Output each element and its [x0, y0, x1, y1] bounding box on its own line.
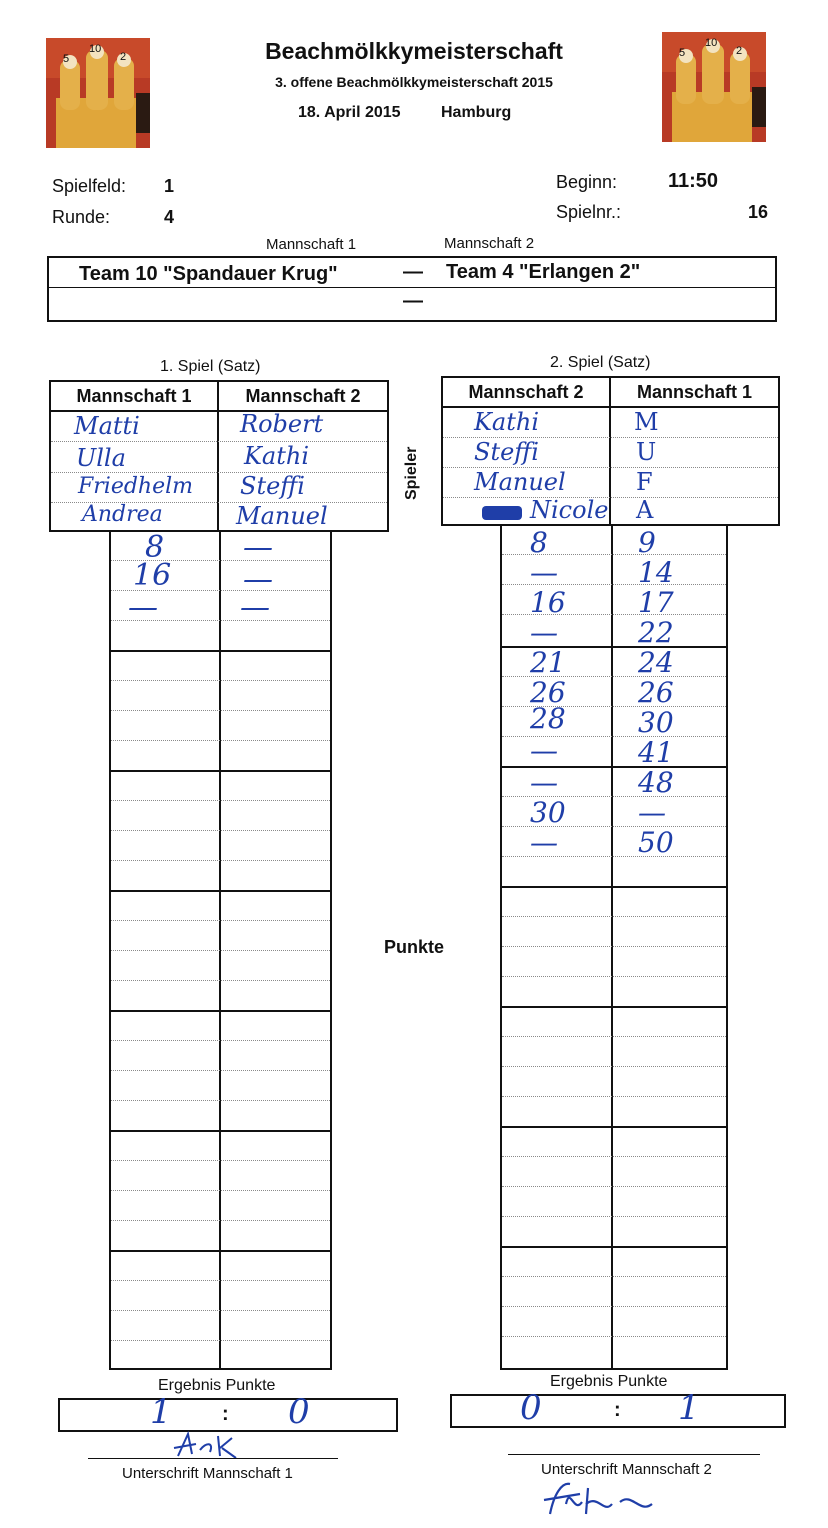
ruled-line [502, 1156, 726, 1157]
game2-point: 30 [638, 706, 674, 739]
logo-pin-label: 10 [89, 43, 102, 55]
logo-pin-label: 10 [705, 37, 718, 49]
game2-point: 41 [638, 736, 674, 769]
ruled-line [111, 980, 330, 981]
ruled-line [111, 680, 330, 681]
ruled-line [111, 1340, 330, 1341]
game1-title: 1. Spiel (Satz) [160, 358, 261, 375]
segment-divider [500, 1246, 728, 1248]
match-separator: — [403, 261, 423, 283]
game1-player: Matti [74, 412, 140, 440]
ruled-line [502, 1066, 726, 1067]
segment-divider [500, 1006, 728, 1008]
game1-result-label: Ergebnis Punkte [158, 1377, 276, 1394]
ruled-line [502, 1096, 726, 1097]
ruled-line [111, 1310, 330, 1311]
game1-player: Robert [240, 410, 324, 438]
segment-divider [109, 770, 332, 772]
ruled-line [502, 916, 726, 917]
game2-player: M [634, 408, 659, 436]
game1-col2-header: Mannschaft 2 [217, 380, 389, 412]
segment-divider [500, 886, 728, 888]
punkte-label: Punkte [384, 937, 445, 957]
team1-name: Team 10 "Spandauer Krug" [79, 263, 338, 285]
segment-divider [109, 1010, 332, 1012]
ruled-line [51, 472, 387, 473]
spielfeld-value: 1 [164, 176, 175, 196]
game1-point: 8 [145, 530, 165, 565]
game2-point: 9 [638, 526, 656, 559]
ruled-line [111, 1280, 330, 1281]
logo-pin-label: 5 [679, 47, 686, 59]
game2-result-sep: : [614, 1399, 621, 1421]
game1-point: 16 [133, 558, 172, 593]
game1-result-right: 0 [288, 1392, 310, 1432]
page-title: Beachmölkkymeisterschaft [265, 38, 563, 64]
game2-result-right: 1 [678, 1388, 700, 1428]
segment-divider [109, 650, 332, 652]
ruled-line [111, 920, 330, 921]
segment-divider [109, 1250, 332, 1252]
runde-label: Runde: [52, 207, 111, 227]
game2-player: A [636, 496, 654, 524]
spielnr-value: 16 [748, 202, 769, 222]
game1-player: Friedhelm [78, 474, 194, 499]
logo-pin-label: 2 [736, 45, 743, 57]
runde-value: 4 [164, 207, 175, 227]
spieler-text: Spieler [403, 446, 420, 500]
game2-point: 26 [638, 676, 674, 709]
game2-point: 8 [530, 526, 548, 559]
team2-name: Team 4 "Erlangen 2" [446, 261, 641, 283]
game1-player: Manuel [236, 502, 328, 530]
ruled-line [111, 1070, 330, 1071]
ruled-line [111, 1190, 330, 1191]
game1-col1-header: Mannschaft 1 [49, 380, 219, 412]
game2-player: Kathi [474, 408, 540, 436]
game1-player: Steffi [240, 472, 305, 500]
ruled-line [502, 1186, 726, 1187]
beginn-value: 11:50 [668, 170, 719, 192]
ruled-line [111, 830, 330, 831]
game2-title: 2. Spiel (Satz) [550, 354, 651, 371]
game2-point: 21 [530, 646, 566, 679]
game1-result-left: 1 [150, 1392, 172, 1432]
team1-label: Mannschaft 1 [266, 236, 357, 253]
ruled-line [443, 497, 778, 498]
game2-point: 48 [638, 766, 674, 799]
ruled-line [111, 1220, 330, 1221]
game2-point: 16 [530, 586, 566, 619]
game2-point: 30 [530, 796, 566, 829]
game2-scribble [482, 506, 522, 520]
game2-player: Steffi [474, 438, 539, 466]
game2-point: 28 [530, 702, 566, 735]
ruled-line [111, 800, 330, 801]
game2-player: Nicole [530, 496, 609, 524]
game2-point: — [530, 734, 558, 767]
game2-point: 24 [638, 646, 674, 679]
ruled-line [502, 976, 726, 977]
game1-point: — [243, 562, 273, 597]
ruled-line [502, 1306, 726, 1307]
game2-signature-label: Unterschrift Mannschaft 2 [541, 1461, 712, 1478]
game2-point: 17 [638, 586, 674, 619]
game1-player: Kathi [244, 442, 310, 470]
game1-point: — [240, 590, 270, 625]
game2-player: U [636, 438, 657, 466]
game1-signature-label: Unterschrift Mannschaft 1 [122, 1465, 293, 1482]
game1-player: Ulla [76, 444, 126, 472]
game2-point: 22 [638, 616, 674, 649]
segment-divider [500, 1126, 728, 1128]
ruled-line [111, 860, 330, 861]
ruled-line [51, 441, 387, 442]
page-subtitle: 3. offene Beachmölkkymeisterschaft 2015 [275, 74, 553, 90]
game2-point: 26 [530, 676, 566, 709]
spielnr-label: Spielnr.: [556, 202, 622, 222]
event-city: Hamburg [441, 104, 512, 121]
game2-player: Manuel [474, 468, 566, 496]
game2-point: — [530, 826, 558, 859]
match-separator-2: — [403, 290, 423, 312]
ruled-line [111, 1160, 330, 1161]
ruled-line [111, 710, 330, 711]
beginn-label: Beginn: [556, 172, 618, 192]
game2-result-left: 0 [520, 1388, 542, 1428]
logo-pin-label: 5 [63, 53, 70, 65]
game1-point: — [128, 590, 158, 625]
game2-col2-header: Mannschaft 1 [609, 376, 780, 408]
game2-point: — [638, 796, 666, 829]
game2-point: 14 [638, 556, 674, 589]
ruled-line [111, 1040, 330, 1041]
ruled-line [502, 946, 726, 947]
spielfeld-label: Spielfeld: [52, 176, 127, 196]
game2-result-label: Ergebnis Punkte [550, 1373, 668, 1390]
ruled-line [111, 740, 330, 741]
game1-result-sep: : [222, 1403, 229, 1425]
ruled-line [111, 1100, 330, 1101]
game2-point: 50 [638, 826, 674, 859]
ruled-line [111, 950, 330, 951]
game2-col1-header: Mannschaft 2 [441, 376, 611, 408]
game1-player: Andrea [82, 502, 163, 527]
segment-divider [109, 1130, 332, 1132]
game1-point: — [243, 530, 273, 565]
game2-point: — [530, 616, 558, 649]
ruled-line [502, 1036, 726, 1037]
ruled-line [502, 1216, 726, 1217]
logo-pin-label: 2 [120, 51, 127, 63]
team2-label: Mannschaft 2 [444, 235, 535, 252]
ruled-line [502, 1336, 726, 1337]
game2-point: — [530, 766, 558, 799]
segment-divider [109, 890, 332, 892]
event-date: 18. April 2015 [298, 104, 401, 121]
ruled-line [502, 1276, 726, 1277]
game2-point: — [530, 556, 558, 589]
game2-signature [540, 1474, 660, 1524]
game2-player: F [636, 468, 653, 496]
